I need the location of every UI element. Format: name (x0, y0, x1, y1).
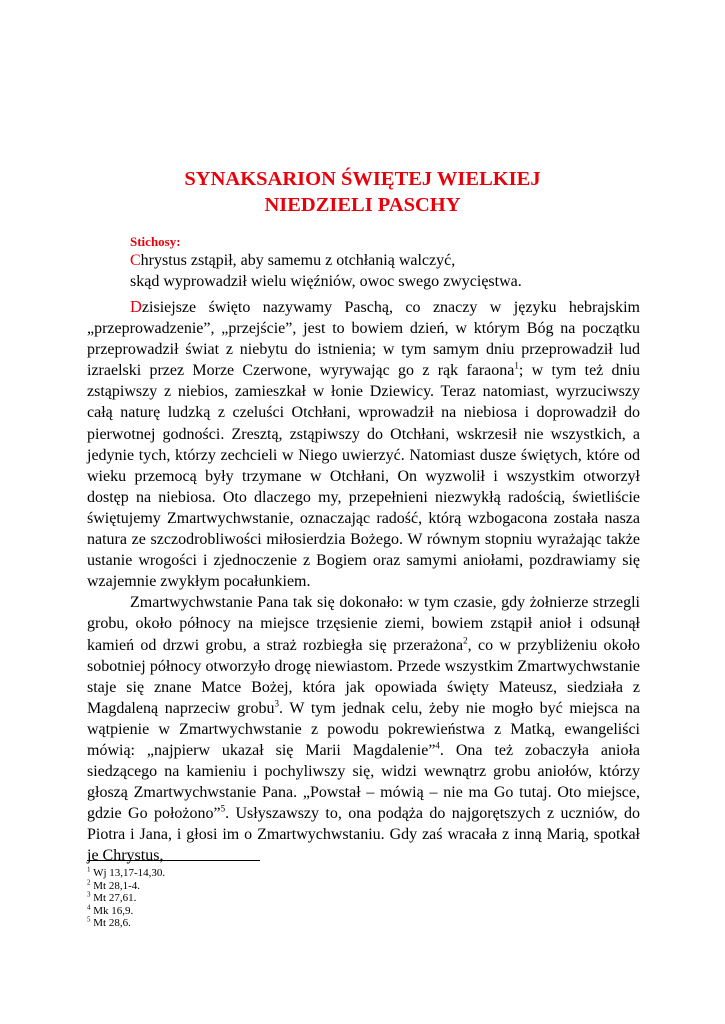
page-title (0, 166, 725, 218)
title-line-2: NIEDZIELI PASCHY (264, 194, 461, 216)
stichosy-block (130, 234, 650, 292)
footnote-separator (87, 860, 260, 861)
footnote-1 (87, 867, 387, 880)
footnote-text: Wj 13,17-14,30. (93, 867, 166, 879)
footnote-ref-1[interactable]: 1 (514, 360, 519, 371)
footnote-number: 2 (87, 877, 91, 886)
paragraph-2-text-a: Zmartwychwstanie Pana tak się dokonało: w tym czasie, gdy żołnierze strzegli grobu, około północy na miejsce trzęsienie ziemi, bowiem zstąpił anioł i odsunął kamień od drzwi grobu, a straż rozbiegła się przerażona (87, 594, 640, 654)
footnote-number: 3 (87, 890, 91, 899)
footnote-5 (87, 917, 387, 930)
paragraph-1-text-a: zisiejsze święto nazywamy Paschą, co znaczy w języku hebrajskim „przeprowadzenie”, „przejście”, jest to bowiem dzień, w którym Bóg na początku przeprowadził świat z niebytu do istnienia; w tym samym dniu przeprowadził lud izraelski przez Morze Czerwone, wyrywając go z rąk faraona (87, 299, 640, 380)
stichosy-line-1-text: hrystus zstąpił, aby samemu z otchłanią walczyć, (140, 252, 456, 269)
footnote-4 (87, 902, 387, 918)
stichosy-line-2: skąd wyprowadził wielu więźniów, owoc swego zwycięstwa. (130, 273, 522, 290)
footnote-ref-4[interactable]: 4 (435, 740, 440, 751)
footnote-text: Mt 28,1-4. (93, 879, 140, 892)
stichosy-line-1 (130, 250, 650, 271)
paragraph-1-initial: D (130, 297, 142, 316)
paragraph-2-text-b: , co w przybliżeniu około sobotniej północy otworzyło drogę niewiastom. Przede wszystkim Zmartwychwstanie staje się znane Matce Bożej, która jak opowiada święty Mateusz, siedziała z Magdaleną naprzeciw grobu (87, 636, 640, 717)
footnotes (87, 867, 387, 930)
stichosy-label: Stichosy: (130, 234, 181, 249)
footnote-number: 4 (87, 902, 91, 911)
footnote-ref-2[interactable]: 2 (463, 635, 468, 646)
paragraph-2-text-e: . Usłyszawszy to, ona podąża do najgorętszych z uczniów, do Piotra i Jana, i głosi im o Zmartwychwstaniu. Gdy zaś wracała z inną Marią, spotkał je Chrystus, (87, 805, 640, 865)
footnote-number: 1 (87, 865, 91, 874)
footnote-text: Mk 16,9. (93, 904, 134, 917)
footnote-ref-3[interactable]: 3 (274, 698, 279, 709)
footnote-text: Mt 28,6. (93, 917, 131, 929)
paragraph-2-text-d: . Ona też zobaczyła anioła siedzącego na kamieniu i pochyliwszy się, widzi wewnątrz grobu aniołów, którzy głoszą Zmartwychwstanie Pana. „Powstał – mówią – nie ma Go tutaj. Oto miejsce, gdzie Go położono” (87, 741, 640, 823)
paragraph-1-text-b: ; w tym też dniu zstąpiwszy z niebios, zamieszkał w łonie Dziewicy. Teraz natomiast, wyrzuciwszy całą naturę ludzką z czeluści Otchłani, wprowadził na niebiosa i doprowadził do pierwotnej godności. Zresztą, zstąpiwszy do Otchłani, wskrzesił nie wszystkich, a jedynie tych, którzy zechcieli w Niego uwierzyć. Natomiast dusze świętych, które od wieku przemocą były trzymane w Otchłani, On wyzwolił i wszystkim otworzył dostęp na niebiosa. Oto dlaczego my, przepełnieni niezwykłą radością, świetliście świętujemy Zmartwychwstanie, oznaczając radość, którą wzbogacona została nasza natura ze szczodrobliwości miłosierdzia Bożego. W równym stopniu wyrażając także ustanie wrogości i zjednoczenie z Bogiem oraz samymi aniołami, pozdrawiamy się wzajemnie zwykłym pocałunkiem. (87, 362, 641, 591)
footnote-text: Mt 27,61. (93, 892, 137, 904)
footnote-ref-5[interactable]: 5 (220, 803, 226, 814)
title-line-1: SYNAKSARION ŚWIĘTEJ WIELKIEJ (184, 168, 541, 190)
stichosy-initial: C (130, 252, 141, 269)
footnote-number: 5 (87, 915, 91, 924)
paragraph-2 (87, 592, 640, 866)
paragraph-2-text-c: . W tym jednak celu, żeby nie mogło być miejsca na wątpienie w Zmartwychwstanie z powodu pokrewieństwa z Matką, ewangeliści mówią: „najpierw ukazał się Marii Magdalenie” (87, 699, 641, 759)
paragraph-1 (87, 296, 640, 592)
footnote-3 (87, 892, 387, 905)
footnote-2 (87, 877, 387, 893)
body-text (87, 296, 640, 867)
